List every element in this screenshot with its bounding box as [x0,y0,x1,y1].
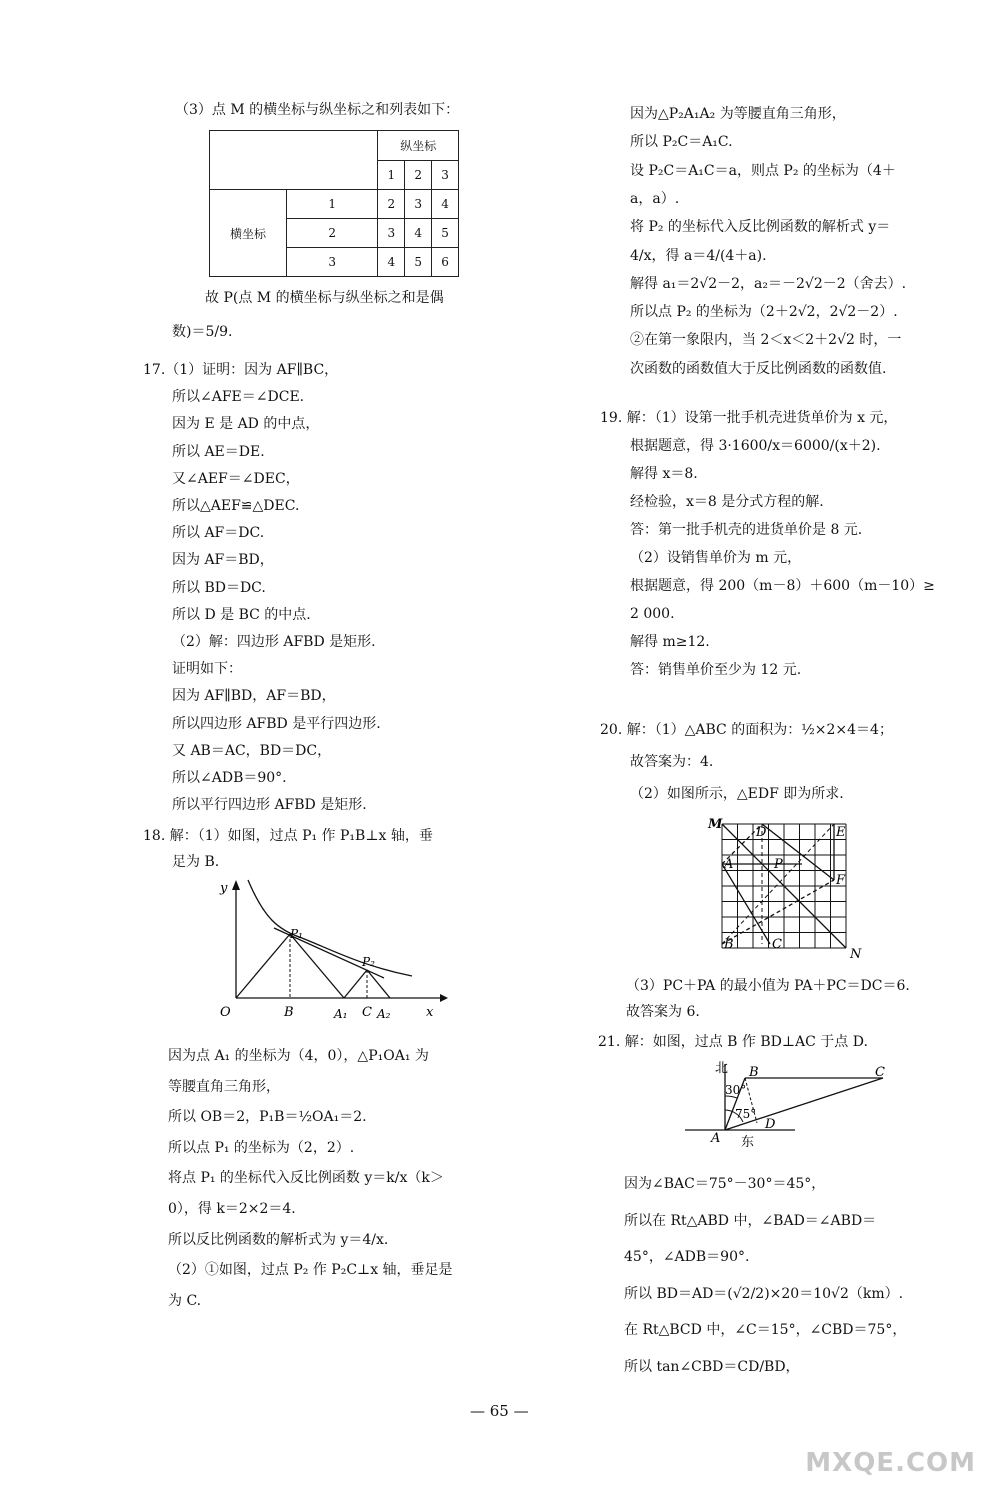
text-line: 所以点 P₂ 的坐标为（2＋2√2，2√2－2）. [630,304,898,321]
label-d: D [756,825,767,840]
row-label: 3 [287,248,378,277]
table-cell: 5 [432,219,459,248]
text-line: 20. 解：（1）△ABC 的面积为：½×2×4＝4； [600,722,893,738]
text-line: 所以∠ADB＝90°. [172,770,287,786]
label-a1: A₁ [334,1007,348,1021]
table-cell: 5 [405,248,432,277]
q16-result-line2: 数)＝5/9. [172,324,233,340]
label-o: O [220,1005,231,1020]
text-line: 根据题意，得 200（m－8）＋600（m－10）≥ [630,578,935,594]
text-line: 所以四边形 AFBD 是平行四边形. [172,715,381,732]
table-row-header: 横坐标 [210,190,287,277]
text-line: 为 C. [168,1292,202,1309]
label-c: C [772,937,782,952]
figure-20-grid [708,817,862,962]
table-cell: 3 [378,219,405,248]
label-b: B [749,1065,759,1080]
label-a2: A₂ [377,1007,391,1021]
text-line: 所以在 Rt△ABD 中，∠BAD＝∠ABD＝ [624,1212,877,1229]
label-b: B [724,937,734,952]
text-line: 所以反比例函数的解析式为 y＝4/x. [168,1231,389,1248]
figure-18-graph [212,878,452,1028]
text-line: 所以 tan∠CBD＝CD/BD， [624,1358,800,1375]
text-line: 又∠AEF＝∠DEC， [172,470,300,487]
label-y: y [220,881,228,896]
label-a: A [711,1131,721,1146]
label-b: B [284,1005,294,1020]
label-f: F [836,873,846,888]
text-line: 答：第一批手机壳的进货单价是 8 元. [630,522,863,538]
text-line: 解得 a₁＝2√2－2，a₂＝－2√2－2（舍去）. [630,275,907,292]
text-line: 19. 解：（1）设第一批手机壳进货单价为 x 元， [600,410,898,426]
text-line: 因为 AF＝BD， [172,552,274,569]
q16-part3-intro: （3）点 M 的横坐标与纵坐标之和列表如下： [175,102,460,118]
q16-result-line1: 故 P(点 M 的横坐标与纵坐标之和是偶 [205,290,444,306]
row-label: 2 [287,219,378,248]
sum-table [209,130,459,277]
text-line: 4/x，得 a＝4/(4＋a). [630,247,767,264]
text-line: 根据题意，得 3·1600/x＝6000/(x＋2). [630,438,881,454]
text-line: 将 P₂ 的坐标代入反比例函数的解析式 y＝ [630,219,891,236]
text-line: 所以 AF＝DC. [172,525,265,542]
label-m: M [708,817,723,832]
text-line: 次函数的函数值大于反比例函数的函数值. [630,360,887,377]
text-line: 答：销售单价至少为 12 元. [630,662,802,678]
label-n: N [850,947,862,962]
text-line: 所以点 P₁ 的坐标为（2，2）. [168,1139,355,1156]
text-line: 因为点 A₁ 的坐标为（4，0），△P₁OA₁ 为 [168,1048,429,1064]
text-line: 所以∠AFE＝∠DCE. [172,389,305,406]
text-line: ②在第一象限内，当 2＜x＜2＋2√2 时，一 [630,332,902,349]
col-1: 1 [378,161,405,190]
text-line: 解得 x＝8. [630,466,698,482]
text-line: （3）PC＋PA 的最小值为 PA＋PC＝DC＝6. [626,978,910,994]
q21-head: 21. 解：如图，过点 B 作 BD⊥AC 于点 D. [598,1034,868,1050]
text-line: 经检验，x＝8 是分式方程的解. [630,494,824,510]
text-line: 0），得 k＝2×2＝4. [168,1201,296,1217]
label-p1: P₁ [290,927,303,941]
label-north: 北 [715,1061,729,1076]
text-line: 所以 P₂C＝A₁C. [630,134,733,151]
label-c: C [875,1065,885,1080]
text-line: 所以 BD＝AD＝(√2/2)×20＝10√2（km）. [624,1285,904,1302]
text-line: 因为∠BAC＝75°－30°＝45°， [624,1176,826,1192]
text-line: 故答案为 6. [626,1004,700,1020]
label-east: 东 [741,1135,755,1150]
page-number: — 65 — [470,1402,529,1420]
col-2: 2 [405,161,432,190]
text-line: 45°，∠ADB＝90°. [624,1249,750,1265]
text-line: 因为 E 是 AD 的中点， [172,416,320,433]
text-line: 解得 m≥12. [630,634,710,650]
table-cell: 2 [378,190,405,219]
text-line: 所以平行四边形 AFBD 是矩形. [172,797,367,814]
table-col-header: 纵坐标 [378,131,459,161]
text-line: 又 AB＝AC，BD＝DC， [172,742,332,759]
figure-21-direction [685,1060,905,1160]
label-ang75: 75° [735,1107,757,1121]
text-line: （2）设销售单价为 m 元， [630,550,802,566]
label-ang30: 30° [725,1083,747,1097]
label-e: E [836,825,846,840]
label-p: P [774,857,783,872]
text-line: （2）解：四边形 AFBD 是矩形. [172,634,376,650]
label-d: D [765,1117,776,1132]
text-line: 在 Rt△BCD 中，∠C＝15°，∠CBD＝75°， [624,1322,907,1338]
row-label: 1 [287,190,378,219]
text-line: 证明如下： [172,661,242,678]
text-line: 所以 D 是 BC 的中点. [172,606,311,623]
label-x: x [426,1005,434,1020]
table-cell: 6 [432,248,459,277]
table-cell: 4 [378,248,405,277]
table-row [210,190,459,219]
text-line: 设 P₂C＝A₁C＝a，则点 P₂ 的坐标为（4＋ [630,162,896,179]
watermark-logo: MXQE.COM [805,1448,976,1478]
table-cell: 4 [432,190,459,219]
text-line: a，a）. [630,190,680,207]
text-line: 所以 BD＝DC. [172,579,266,596]
label-p2: P₂ [362,955,375,969]
q18-head-line2: 足为 B. [172,854,220,870]
text-line: （2）如图所示，△EDF 即为所求. [630,786,844,802]
text-line: 将点 P₁ 的坐标代入反比例函数 y＝k/x（k＞ [168,1170,444,1187]
text-line: 故答案为：4. [630,754,714,770]
q18-head-line1: 18. 解：（1）如图，过点 P₁ 作 P₁B⊥x 轴，垂 [143,828,433,844]
text-line: 因为 AF∥BD，AF＝BD， [172,688,336,705]
text-line: 2 000. [630,606,675,622]
text-line: 等腰直角三角形， [168,1078,280,1095]
text-line: 17.（1）证明：因为 AF∥BC， [143,362,339,378]
text-line: 所以△AEF≌△DEC. [172,498,300,514]
table-corner [210,131,378,190]
col-3: 3 [432,161,459,190]
text-line: 因为△P₂A₁A₂ 为等腰直角三角形， [630,106,846,122]
text-line: 所以 OB＝2，P₁B＝½OA₁＝2. [168,1109,367,1126]
table-cell: 4 [405,219,432,248]
text-line: 所以 AE＝DE. [172,443,265,460]
label-c: C [362,1005,372,1020]
text-line: （2）①如图，过点 P₂ 作 P₂C⊥x 轴，垂足是 [168,1262,453,1279]
table-cell: 3 [405,190,432,219]
label-a: A [724,857,734,872]
